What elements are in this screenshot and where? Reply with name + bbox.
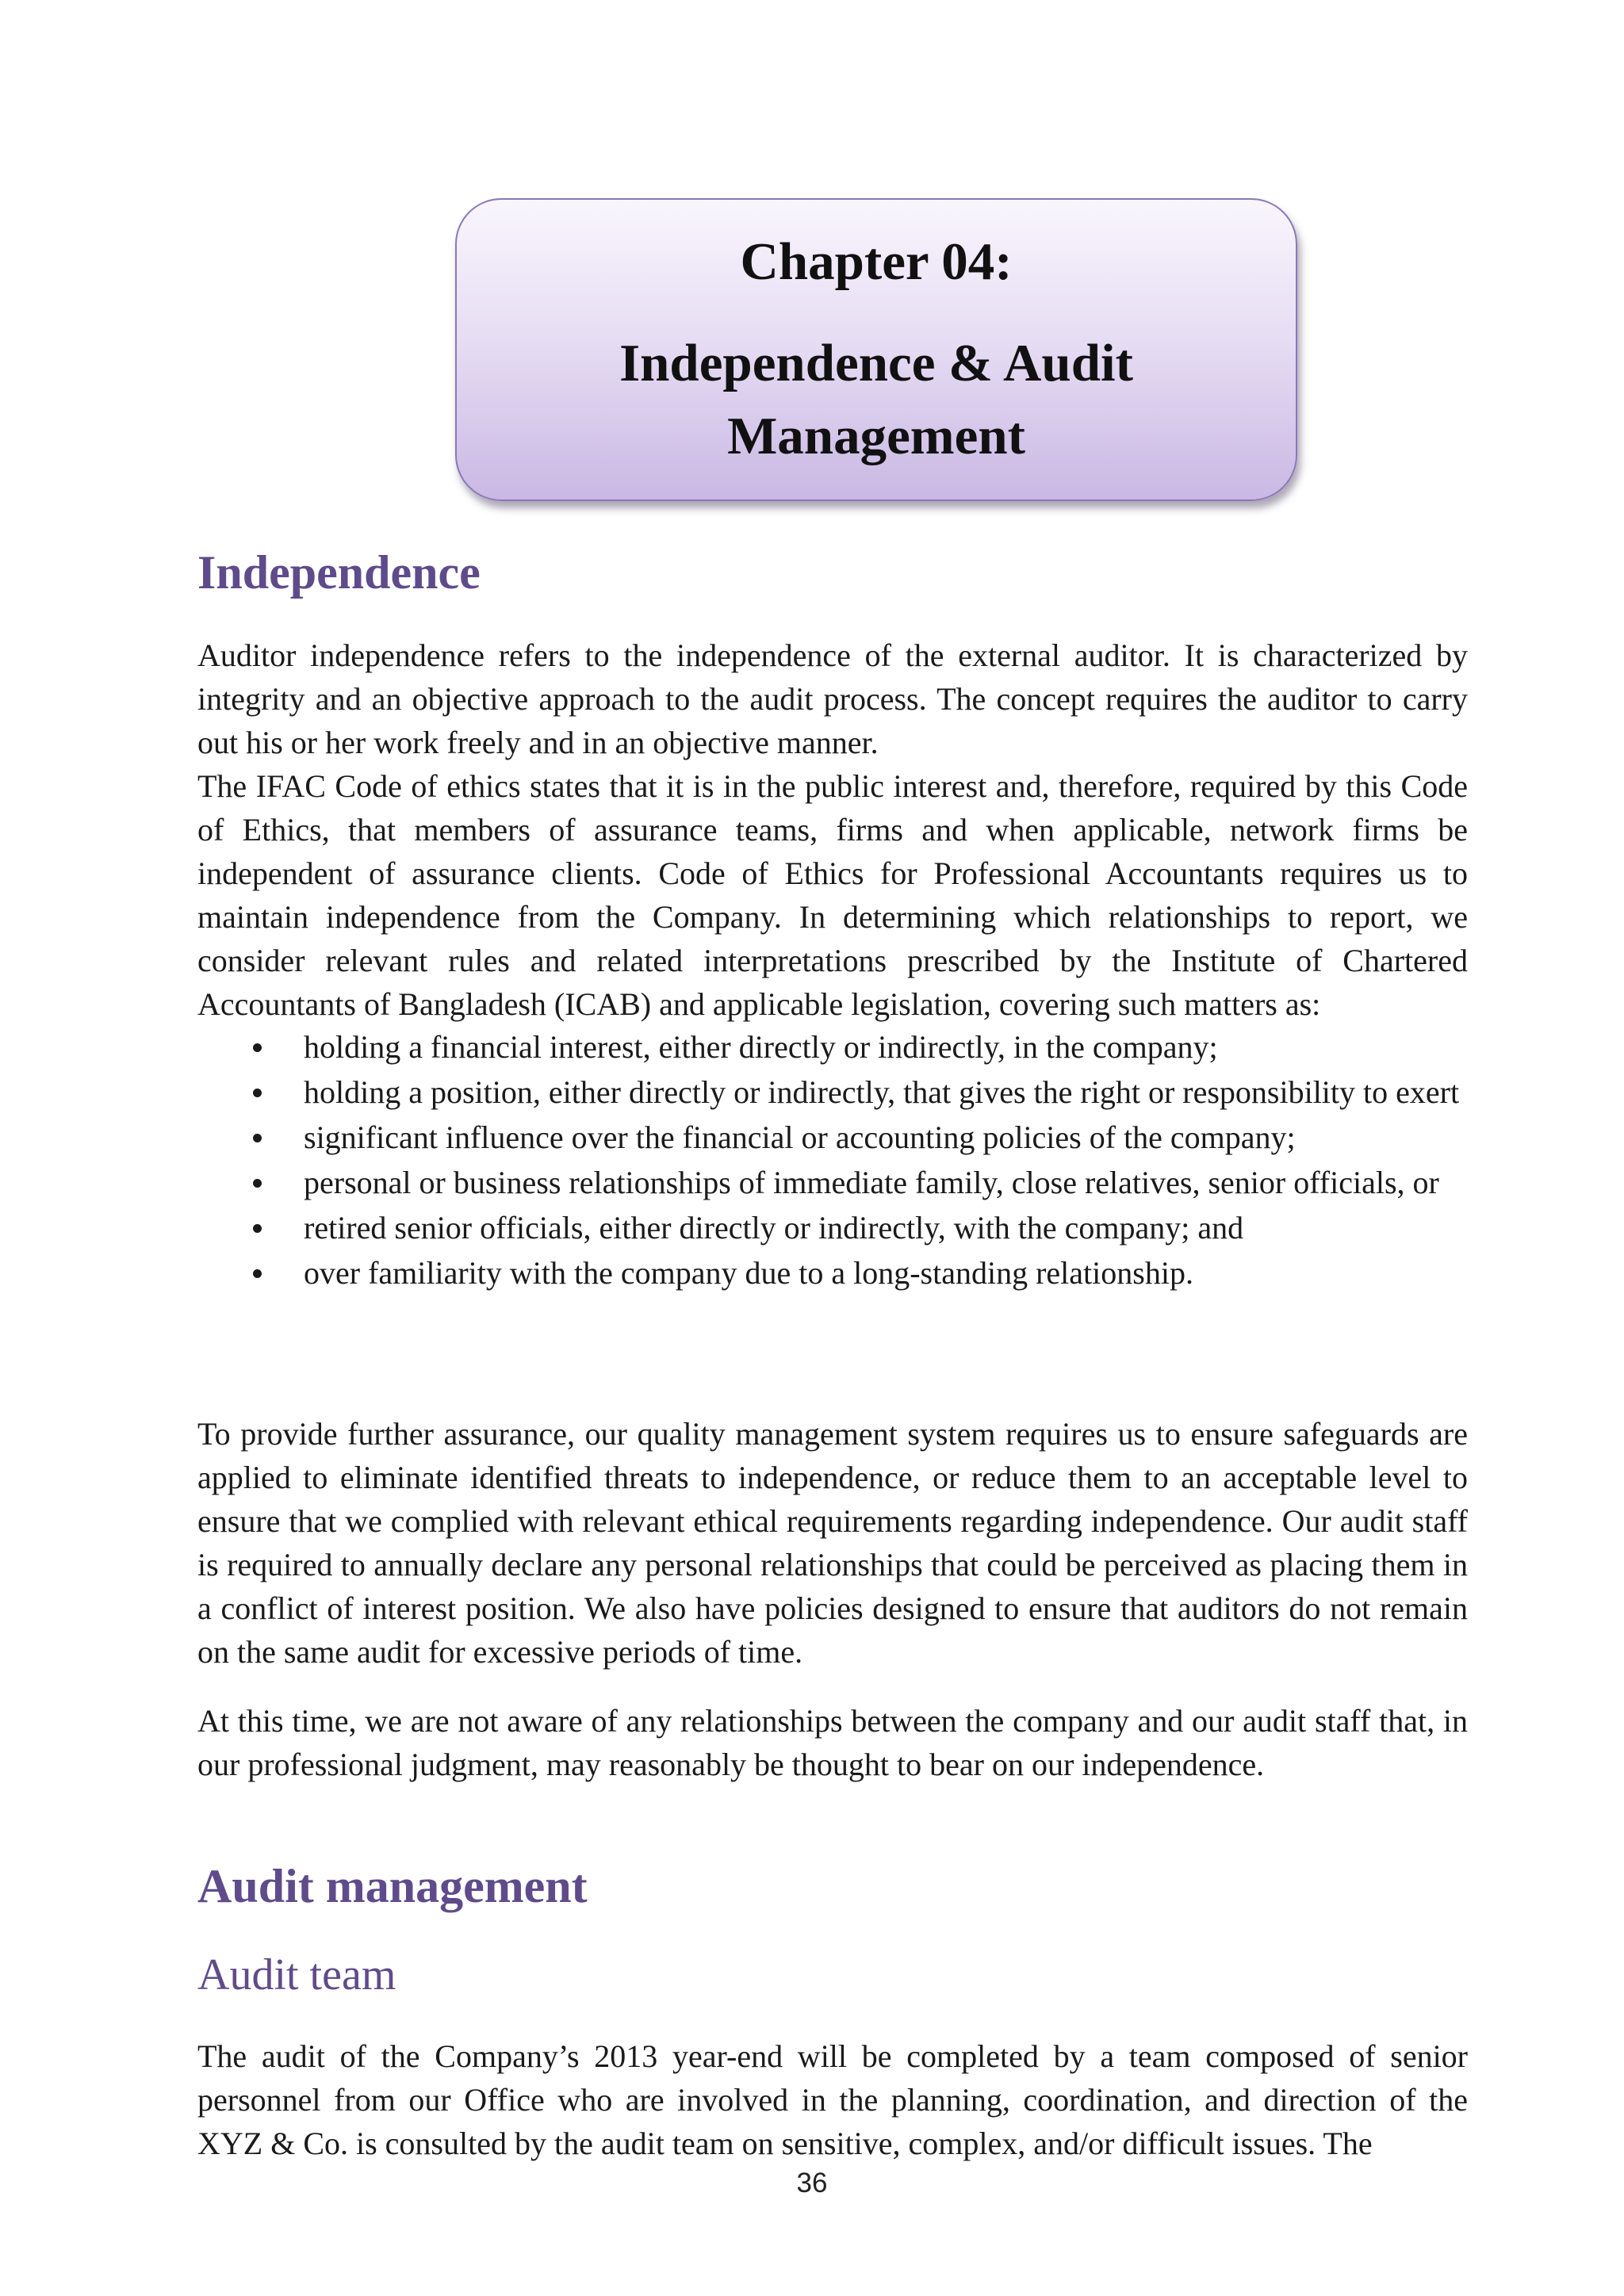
chapter-title: Independence & Audit Management [619, 334, 1133, 465]
bullet-icon [253, 1089, 262, 1097]
page-number: 36 [796, 2168, 828, 2198]
list-item: holding a financial interest, either directly or indirectly, in the company; [197, 1025, 1468, 1069]
list-item: over familiarity with the company due to a long-standing relationship. [197, 1251, 1468, 1295]
bullet-icon [253, 1269, 262, 1278]
paragraph-independence-definition: Auditor independence refers to the independence of the external auditor. It is characterized by integrity and an objective approach to the audit process. The concept requires the auditor to carry out his or her work freely and in an objective manner. [197, 637, 1468, 760]
subsection-heading-audit-team: Audit team [197, 1950, 396, 1999]
section-heading-audit-management: Audit management [197, 1860, 588, 1912]
paragraph-ifac-code: The IFAC Code of ethics states that it is in the public interest and, therefore, required by this Code of Ethics, that members of assurance teams, firms and when applicable, network firms be independent of assurance clients. Code of Ethics for Professional Accountants requires us to maintain independence from the Company. In determining which relationships to report, we consider relevant rules and related interpretations prescribed by the Institute of Chartered Accountants of Bangladesh (ICAB) and applicable legislation, covering such matters as: [197, 768, 1468, 1022]
paragraph-audit-team: The audit of the Company’s 2013 year-end will be completed by a team composed of senior personnel from our Office who are involved in the planning, coordination, and direction of the XYZ & Co. is consulted by the audit team on sensitive, complex, and/or difficult issues. The [197, 2038, 1468, 2161]
independence-matters-list [197, 1025, 1468, 1296]
section-heading-independence: Independence [197, 546, 481, 599]
chapter-title-box [455, 198, 1297, 501]
paragraph-quality-management: To provide further assurance, our quality management system requires us to ensure safeguards are applied to eliminate identified threats to independence, or reduce them to an acceptable level to ensure that we complied with relevant ethical requirements regarding independence. Our audit staff is required to annually declare any personal relationships that could be perceived as placing them in a conflict of interest position. We also have policies designed to ensure that auditors do not remain on the same audit for excessive periods of time. [197, 1416, 1468, 1670]
bullet-icon [253, 1043, 262, 1052]
list-item: significant influence over the financial or accounting policies of the company; [197, 1115, 1468, 1159]
chapter-number: Chapter 04: [740, 232, 1013, 291]
list-item: holding a position, either directly or indirectly, that gives the right or responsibility to exert [197, 1070, 1468, 1114]
list-item: personal or business relationships of immediate family, close relatives, senior officials, or [197, 1161, 1468, 1204]
bullet-icon [253, 1179, 262, 1188]
paragraph-independence-confirmation: At this time, we are not aware of any relationships between the company and our audit staff that, in our professional judgment, may reasonably be thought to bear on our independence. [197, 1703, 1468, 1782]
list-item: retired senior officials, either directly or indirectly, with the company; and [197, 1206, 1468, 1249]
bullet-icon [253, 1134, 262, 1142]
bullet-icon [253, 1224, 262, 1233]
